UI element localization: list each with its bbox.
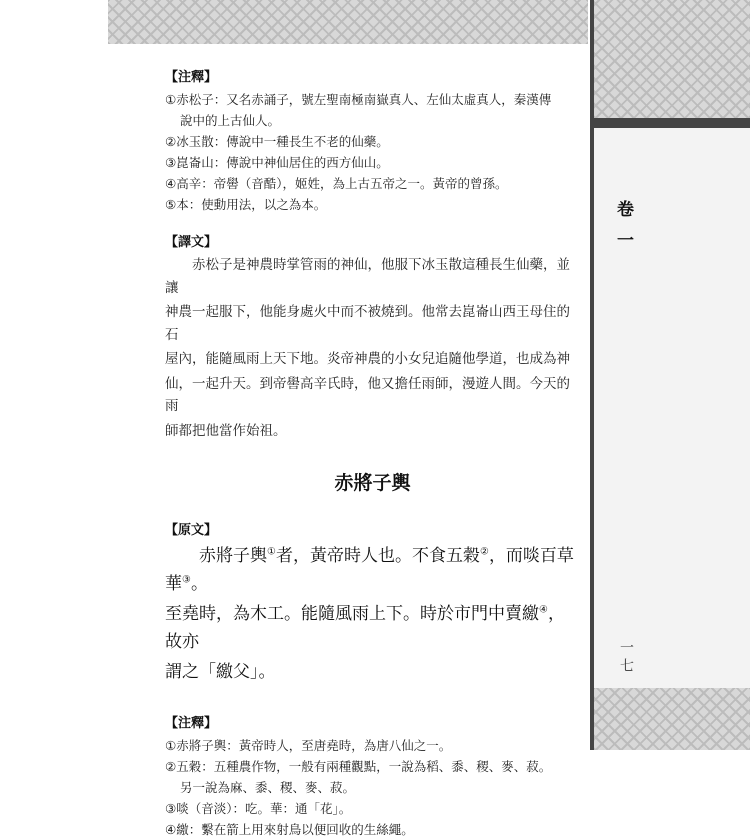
note-text: 啖（音淡）：吃。華：通「花」。 — [176, 801, 352, 816]
note-marker: ② — [165, 134, 177, 149]
note-marker: ④ — [165, 176, 177, 191]
original-text: 。 — [190, 574, 208, 594]
note-item — [165, 735, 580, 756]
note-marker: ② — [165, 759, 177, 774]
note-text: 赤將子輿：黃帝時人，至唐堯時，為唐八仙之一。 — [176, 738, 452, 753]
footnote-ref: ④ — [539, 604, 548, 616]
notes-section-2 — [165, 712, 580, 840]
original-line — [165, 542, 580, 598]
translation-section — [165, 231, 580, 442]
note-item — [165, 798, 580, 819]
original-text: ，故亦 — [165, 604, 565, 652]
original-heading: 【原文】 — [165, 523, 218, 538]
notes-heading: 【注釋】 — [165, 716, 218, 731]
volume-label: 卷一 — [613, 200, 633, 262]
note-marker: ⑤ — [165, 197, 177, 212]
original-text: ，而啖百草華 — [165, 546, 574, 594]
note-item — [165, 89, 580, 110]
note-text: 繳：繫在箭上用來射鳥以便回收的生絲繩。 — [176, 822, 414, 837]
original-line: 謂之「繳父」。 — [165, 662, 276, 682]
note-marker: ④ — [165, 822, 177, 837]
original-line — [165, 600, 580, 656]
footnote-ref: ① — [267, 546, 276, 558]
note-item — [165, 819, 580, 840]
note-item — [165, 194, 580, 215]
notes-section-1 — [165, 66, 580, 215]
translation-line: 師都把他當作始祖。 — [165, 422, 287, 439]
footnote-ref: ② — [479, 546, 489, 558]
original-text: 至堯時，為木工。能隨風雨上下。時於市門中賣繳 — [165, 604, 539, 624]
translation-line: 赤松子是神農時掌管雨的神仙，他服下冰玉散這種長生仙藥，並讓 — [165, 257, 570, 296]
note-text: 崑崙山：傳說中神仙居住的西方仙山。 — [176, 155, 389, 170]
note-text: 本：使動用法，以之為本。 — [176, 197, 327, 212]
translation-line: 仙，一起升天。到帝嚳高辛氏時，他又擔任雨師，漫遊人間。今天的雨 — [165, 375, 570, 414]
note-marker: ① — [165, 738, 177, 753]
footnote-ref: ③ — [182, 574, 191, 586]
translation-heading: 【譯文】 — [165, 235, 218, 250]
note-item — [165, 152, 580, 173]
note-continuation: 另一說為麻、黍、稷、麥、菽。 — [180, 780, 356, 795]
note-marker: ① — [165, 92, 177, 107]
note-text: 五穀：五種農作物，一般有兩種觀點，一說為稻、黍、稷、麥、菽。 — [176, 759, 552, 774]
note-item — [165, 173, 580, 194]
original-section — [165, 519, 580, 686]
sidebar-pattern-bottom — [594, 688, 750, 750]
original-text: 者，黃帝時人也。不食五穀 — [275, 546, 480, 566]
page-number: 一七 — [618, 640, 634, 676]
sidebar-pattern-top — [594, 0, 750, 118]
note-text: 赤松子：又名赤誦子，號左聖南極南嶽真人、左仙太虛真人，秦漢傳 — [176, 92, 552, 107]
note-item — [165, 131, 580, 152]
chapter-sidebar — [590, 0, 750, 750]
notes-heading: 【注釋】 — [165, 70, 218, 85]
decorative-top-pattern — [108, 0, 588, 44]
note-item — [165, 756, 580, 777]
note-text: 高辛：帝嚳（音酷），姬姓，為上古五帝之一。黃帝的曾孫。 — [176, 176, 508, 191]
note-text: 冰玉散：傳說中一種長生不老的仙藥。 — [176, 134, 389, 149]
story-title: 赤將子輿 — [334, 472, 411, 494]
page-content — [165, 66, 580, 840]
note-marker: ③ — [165, 801, 177, 816]
sidebar-band — [594, 118, 750, 128]
translation-line: 神農一起服下，他能身處火中而不被燒到。他常去崑崙山西王母住的石 — [165, 304, 570, 343]
translation-line: 屋內，能隨風雨上天下地。炎帝神農的小女兒追隨他學道，也成為神 — [165, 351, 570, 367]
original-text: 赤將子輿 — [199, 546, 267, 566]
story-title-block — [165, 468, 580, 495]
note-marker: ③ — [165, 155, 177, 170]
note-continuation: 說中的上古仙人。 — [180, 113, 281, 128]
